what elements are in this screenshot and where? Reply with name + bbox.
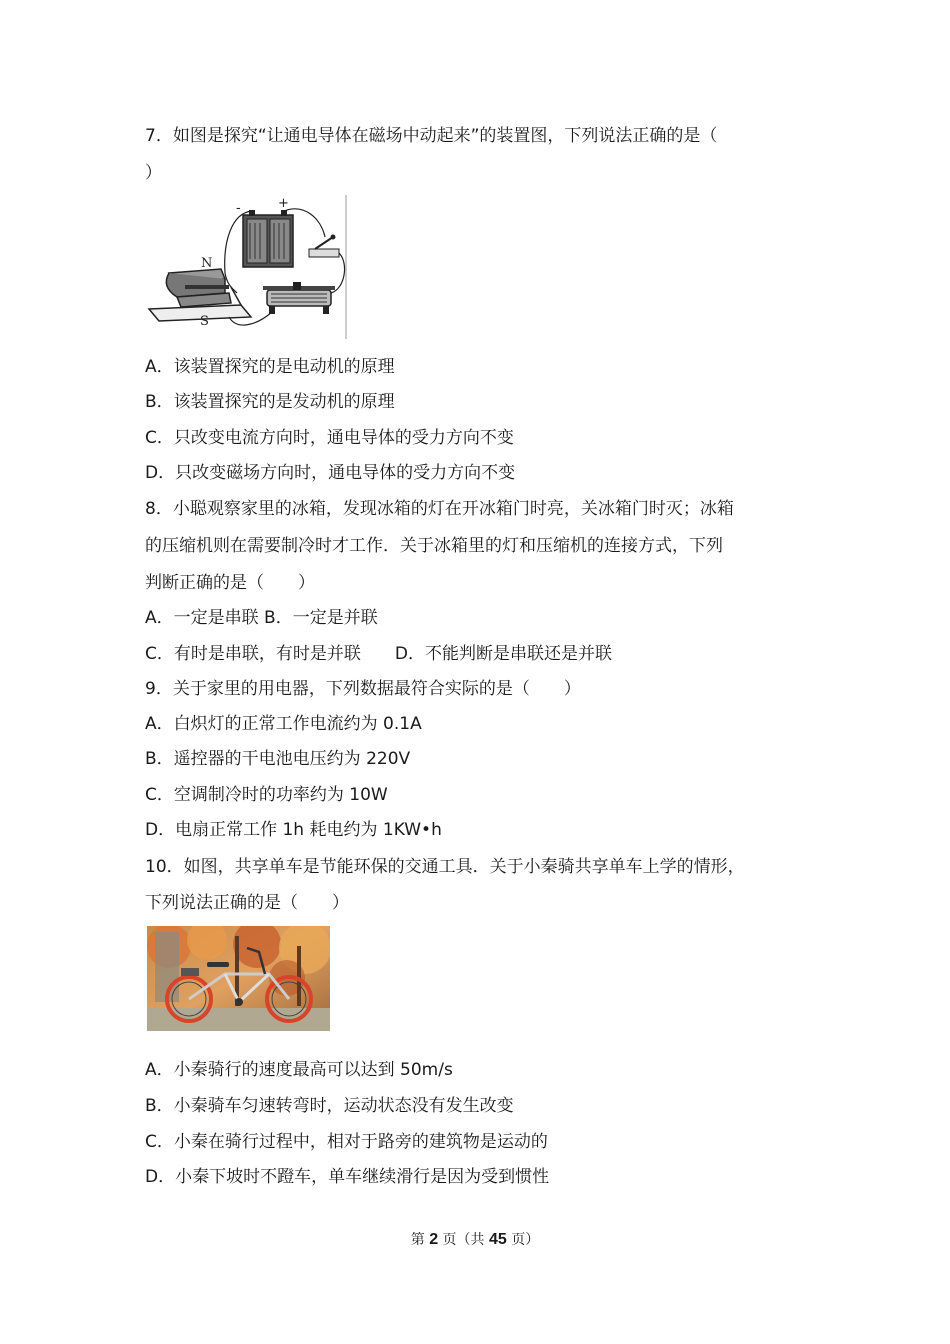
q8-option-d: D．不能判断是串联还是并联 — [394, 644, 612, 664]
q10-option-c: C．小秦在骑行过程中，相对于路旁的建筑物是运动的 — [145, 1132, 548, 1152]
footer-page-number: 2 — [429, 1231, 439, 1248]
q7-option-a: A．该装置探究的是电动机的原理 — [145, 357, 395, 377]
footer-total-pages: 45 — [489, 1231, 507, 1248]
q8-options-cd — [145, 643, 612, 665]
footer-middle: 页（共 — [442, 1232, 485, 1248]
magnet-south-label: S — [200, 314, 209, 329]
q9-stem: 9．关于家里的用电器，下列数据最符合实际的是（ ） — [145, 679, 581, 699]
q7-stem-line-1: 7．如图是探究“让通电导体在磁场中动起来”的装置图，下列说法正确的是（ — [145, 126, 718, 146]
battery-icon — [243, 210, 293, 267]
q8-option-b: B．一定是并联 — [264, 608, 378, 628]
q9-option-a: A．白炽灯的正常工作电流约为 0.1A — [145, 714, 422, 734]
motor-experiment-figure — [145, 193, 350, 343]
q8-option-a: A．一定是串联 — [145, 608, 259, 628]
rheostat-icon — [263, 282, 335, 314]
shared-bike-photo — [147, 926, 330, 1031]
q8-stem-line-2: 的压缩机则在需要制冷时才工作．关于冰箱里的灯和压缩机的连接方式，下列 — [145, 536, 723, 556]
ground — [147, 1008, 330, 1031]
q8-stem-line-1: 8．小聪观察家里的冰箱，发现冰箱的灯在开冰箱门时亮，关冰箱门时灭；冰箱 — [145, 499, 734, 519]
q8-option-c: C．有时是串联，有时是并联 — [145, 644, 361, 664]
footer-suffix: 页） — [511, 1232, 540, 1248]
battery-minus-label: - — [236, 201, 241, 216]
q9-option-b: B．遥控器的干电池电压约为 220V — [145, 749, 411, 769]
q8-options-ab — [145, 607, 378, 629]
q10-option-a: A．小秦骑行的速度最高可以达到 50m/s — [145, 1060, 453, 1080]
q10-stem-line-2: 下列说法正确的是（ ） — [145, 893, 349, 913]
q9-option-c: C．空调制冷时的功率约为 10W — [145, 785, 388, 805]
q10-option-d: D．小秦下坡时不蹬车，单车继续滑行是因为受到惯性 — [145, 1167, 550, 1187]
q7-stem-line-2: ） — [145, 163, 162, 183]
q7-option-b: B．该装置探究的是发动机的原理 — [145, 392, 395, 412]
footer-prefix: 第 — [410, 1232, 425, 1248]
q7-option-d: D．只改变磁场方向时，通电导体的受力方向不变 — [145, 463, 516, 483]
q8-stem-line-3: 判断正确的是（ ） — [145, 573, 315, 593]
battery-plus-label: + — [278, 196, 289, 211]
q7-option-c: C．只改变电流方向时，通电导体的受力方向不变 — [145, 428, 514, 448]
q10-option-b: B．小秦骑车匀速转弯时，运动状态没有发生改变 — [145, 1096, 514, 1116]
q10-stem-line-1: 10．如图，共享单车是节能环保的交通工具．关于小秦骑共享单车上学的情形， — [145, 857, 745, 877]
page-footer — [0, 1230, 950, 1250]
switch-icon — [309, 235, 339, 258]
magnet-north-label: N — [201, 256, 213, 271]
q9-option-d: D．电扇正常工作 1h 耗电约为 1KW•h — [145, 820, 442, 840]
